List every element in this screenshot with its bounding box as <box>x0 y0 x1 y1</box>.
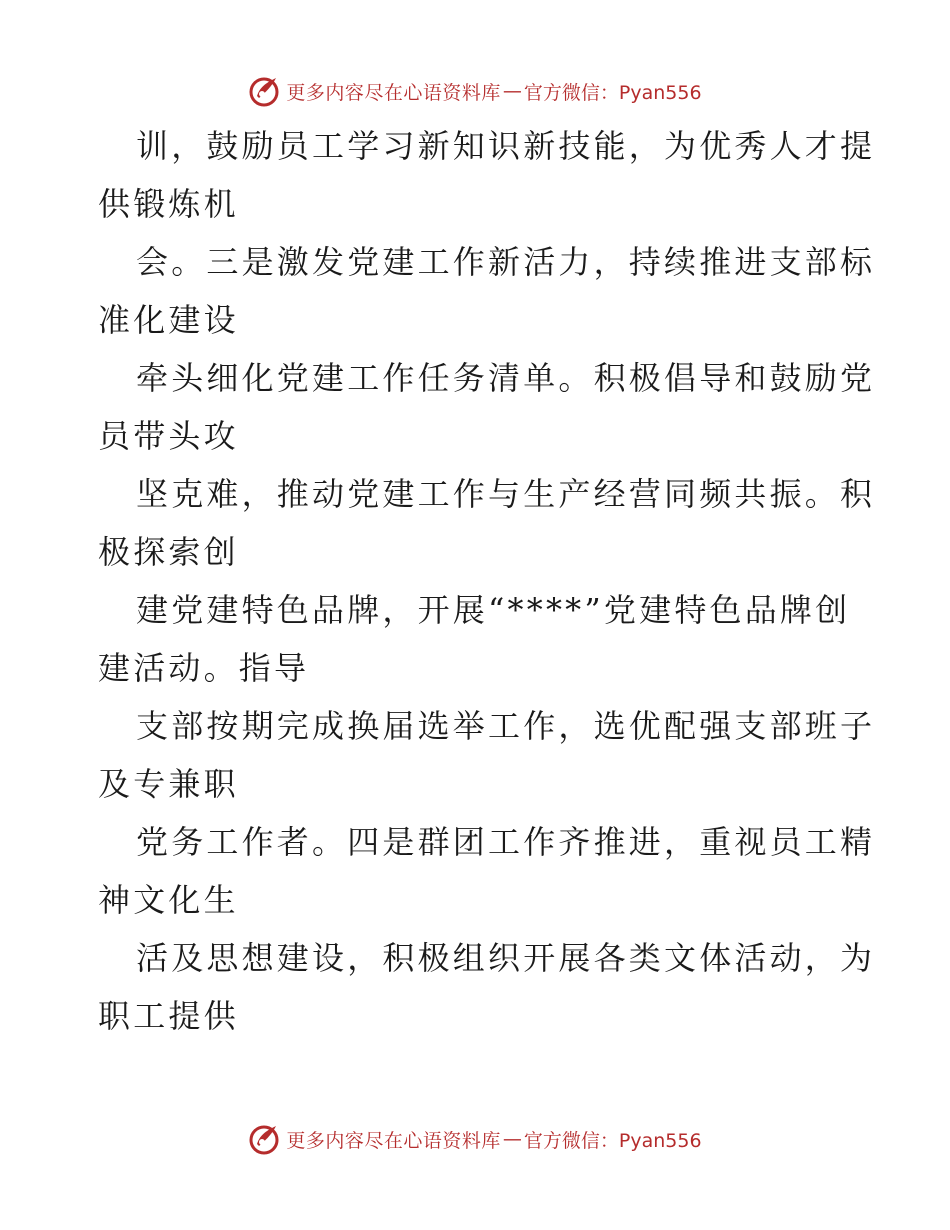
paragraph <box>0 581 950 697</box>
paragraph <box>0 349 950 465</box>
brand-logo-icon <box>248 74 282 108</box>
paragraph <box>0 465 950 581</box>
document-body <box>0 117 950 1045</box>
paragraph-line: 神文化生 <box>98 881 239 919</box>
paragraph-line: 党务工作者。四是群团工作齐推进，重视员工精 <box>136 823 876 861</box>
paragraph-line: 建活动。指导 <box>98 649 310 687</box>
paragraph-line: 及专兼职 <box>98 765 239 803</box>
header-watermark <box>0 71 950 111</box>
paragraph-line: 坚克难，推动党建工作与生产经营同频共振。积 <box>136 475 876 513</box>
paragraph-line: 极探索创 <box>98 533 239 571</box>
paragraph <box>0 117 950 233</box>
paragraph-line: 支部按期完成换届选举工作，选优配强支部班子 <box>136 707 876 745</box>
footer-watermark <box>0 1119 950 1159</box>
paragraph-line: 准化建设 <box>98 301 239 339</box>
paragraph-line: 职工提供 <box>98 997 239 1035</box>
paragraph <box>0 233 950 349</box>
paragraph-line: 员带头攻 <box>98 417 239 455</box>
paragraph <box>0 813 950 929</box>
header-site-text: 更多内容尽在心语资料库 <box>286 81 501 104</box>
paragraph-line: 活及思想建设，积极组织开展各类文体活动，为 <box>136 939 876 977</box>
footer-wechat-text: 官方微信：Pyan556 <box>523 1129 702 1152</box>
paragraph <box>0 697 950 813</box>
footer-dash: — <box>502 1128 522 1150</box>
header-wechat-text: 官方微信：Pyan556 <box>523 81 702 104</box>
paragraph-line: 会。三是激发党建工作新活力，持续推进支部标 <box>136 243 876 281</box>
brand-logo-icon <box>248 1122 282 1156</box>
paragraph-line: 训，鼓励员工学习新知识新技能，为优秀人才提 <box>136 127 876 165</box>
paragraph <box>0 929 950 1045</box>
paragraph-line: 供锻炼机 <box>98 185 239 223</box>
paragraph-line: 牵头细化党建工作任务清单。积极倡导和鼓励党 <box>136 359 876 397</box>
footer-site-text: 更多内容尽在心语资料库 <box>286 1129 501 1152</box>
header-dash: — <box>502 80 522 102</box>
paragraph-line: 建党建特色品牌，开展“****”党建特色品牌创 <box>136 591 851 629</box>
